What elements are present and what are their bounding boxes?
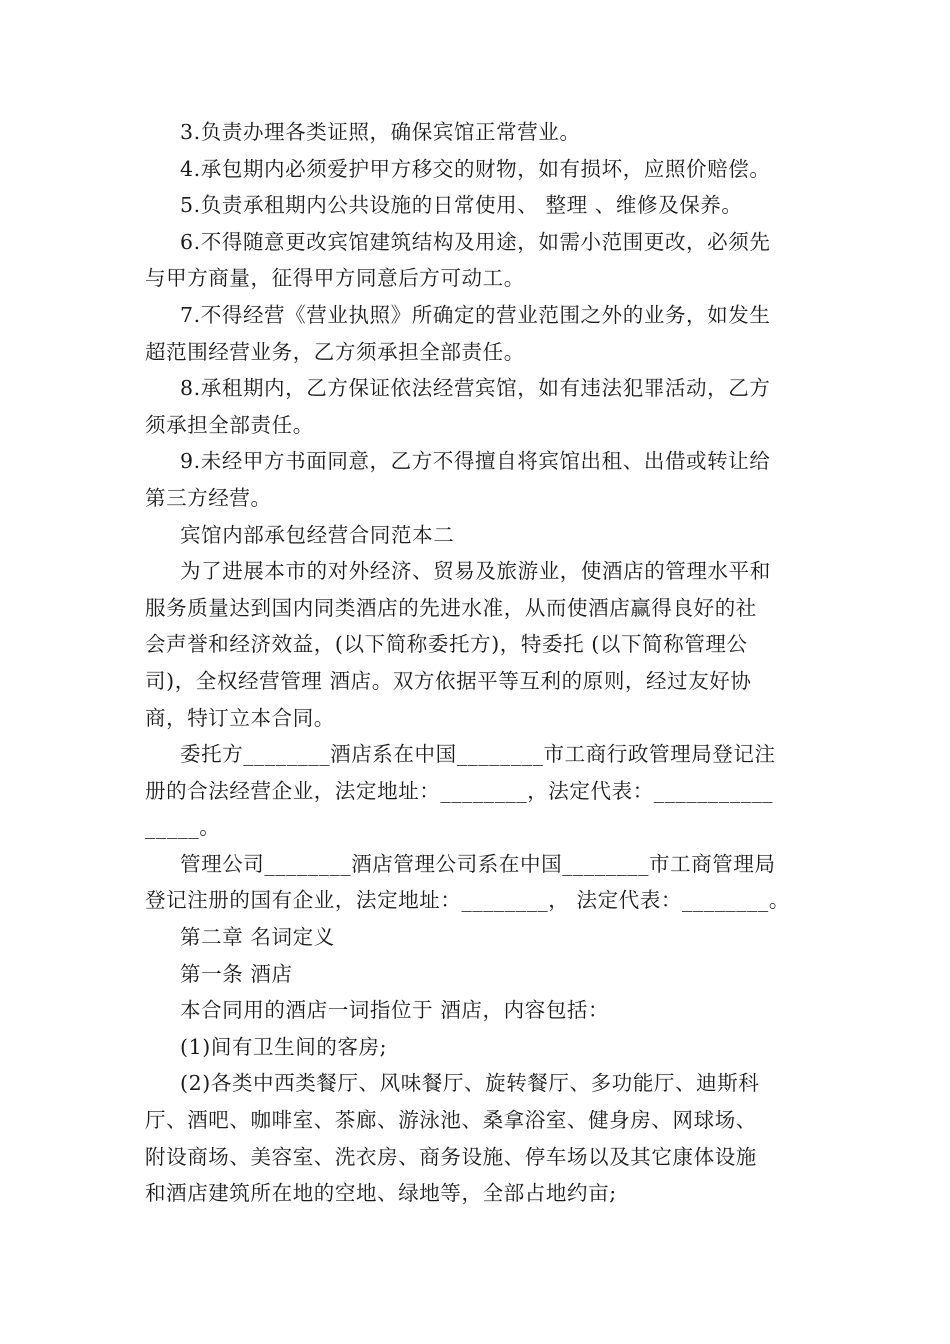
paragraph-line: 册的合法经营企业，法定地址：________，法定代表：___________ xyxy=(145,778,774,803)
paragraph-line: 9.未经甲方书面同意，乙方不得擅自将宾馆出租、出借或转让给 xyxy=(180,449,771,474)
document-paragraph xyxy=(145,370,815,443)
paragraph-line: 和酒店建筑所在地的空地、绿地等，全部占地约亩; xyxy=(145,1181,617,1206)
paragraph-line: 第二章 名词定义 xyxy=(180,925,335,950)
document-paragraph xyxy=(145,992,815,1029)
paragraph-line: _____。 xyxy=(145,815,221,840)
document-body xyxy=(145,114,815,1212)
paragraph-line: 登记注册的国有企业，法定地址：________， 法定代表：________。 xyxy=(145,888,790,913)
paragraph-line: 厅、酒吧、咖啡室、茶廊、游泳池、桑拿浴室、健身房、网球场、 xyxy=(145,1108,757,1133)
paragraph-line: 7.不得经营《营业执照》所确定的营业范围之外的业务，如发生 xyxy=(180,302,771,327)
document-paragraph xyxy=(145,736,815,846)
paragraph-line: 委托方________酒店系在中国________市工商行政管理局登记注 xyxy=(180,742,776,767)
paragraph-line: 4.承包期内必须爱护甲方移交的财物，如有损坏，应照价赔偿。 xyxy=(180,156,771,181)
paragraph-line: 本合同用的酒店一词指位于 酒店，内容包括： xyxy=(180,998,610,1023)
document-paragraph xyxy=(145,187,815,224)
paragraph-line: 服务质量达到国内同类酒店的先进水准，从而使酒店赢得良好的社 xyxy=(145,595,757,620)
paragraph-line: 司)，全权经营管理 酒店。双方依据平等互利的原则，经过友好协 xyxy=(145,668,752,693)
paragraph-line: 5.负责承租期内公共设施的日常使用、 整理 、维修及保养。 xyxy=(180,193,743,218)
paragraph-line: 8.承租期内，乙方保证依法经营宾馆，如有违法犯罪活动，乙方 xyxy=(180,376,771,401)
document-paragraph xyxy=(145,956,815,993)
document-paragraph xyxy=(145,846,815,919)
document-paragraph xyxy=(145,224,815,297)
paragraph-line: 6.不得随意更改宾馆建筑结构及用途，如需小范围更改，必须先 xyxy=(180,229,771,254)
paragraph-line: 第三方经营。 xyxy=(145,485,272,510)
paragraph-line: 3.负责办理各类证照，确保宾馆正常营业。 xyxy=(180,120,581,144)
paragraph-line: 附设商场、美容室、洗衣房、商务设施、停车场以及其它康体设施 xyxy=(145,1144,757,1169)
paragraph-line: 商，特订立本合同。 xyxy=(145,705,335,730)
paragraph-line: 须承担全部责任。 xyxy=(145,412,314,437)
paragraph-line: 会声誉和经济效益，(以下简称委托方)，特委托 (以下简称管理公 xyxy=(145,632,748,657)
paragraph-line: 第一条 酒店 xyxy=(180,961,293,986)
document-paragraph xyxy=(145,553,815,736)
document-paragraph xyxy=(145,517,815,554)
document-paragraph xyxy=(145,1065,815,1211)
paragraph-line: (1)间有卫生间的客房; xyxy=(180,1034,388,1059)
paragraph-line: 与甲方商量，征得甲方同意后方可动工。 xyxy=(145,266,525,291)
document-paragraph xyxy=(145,114,815,151)
document-paragraph xyxy=(145,151,815,188)
paragraph-line: 为了进展本市的对外经济、贸易及旅游业，使酒店的管理水平和 xyxy=(180,559,771,584)
paragraph-line: 超范围经营业务，乙方须承担全部责任。 xyxy=(145,339,525,364)
paragraph-line: (2)各类中西类餐厅、风味餐厅、旋转餐厅、多功能厅、迪斯科 xyxy=(180,1071,760,1096)
paragraph-line: 宾馆内部承包经营合同范本二 xyxy=(180,522,455,547)
document-paragraph xyxy=(145,919,815,956)
document-paragraph xyxy=(145,1029,815,1066)
paragraph-line: 管理公司________酒店管理公司系在中国________市工商管理局 xyxy=(180,851,776,876)
document-paragraph xyxy=(145,443,815,516)
document-paragraph xyxy=(145,297,815,370)
